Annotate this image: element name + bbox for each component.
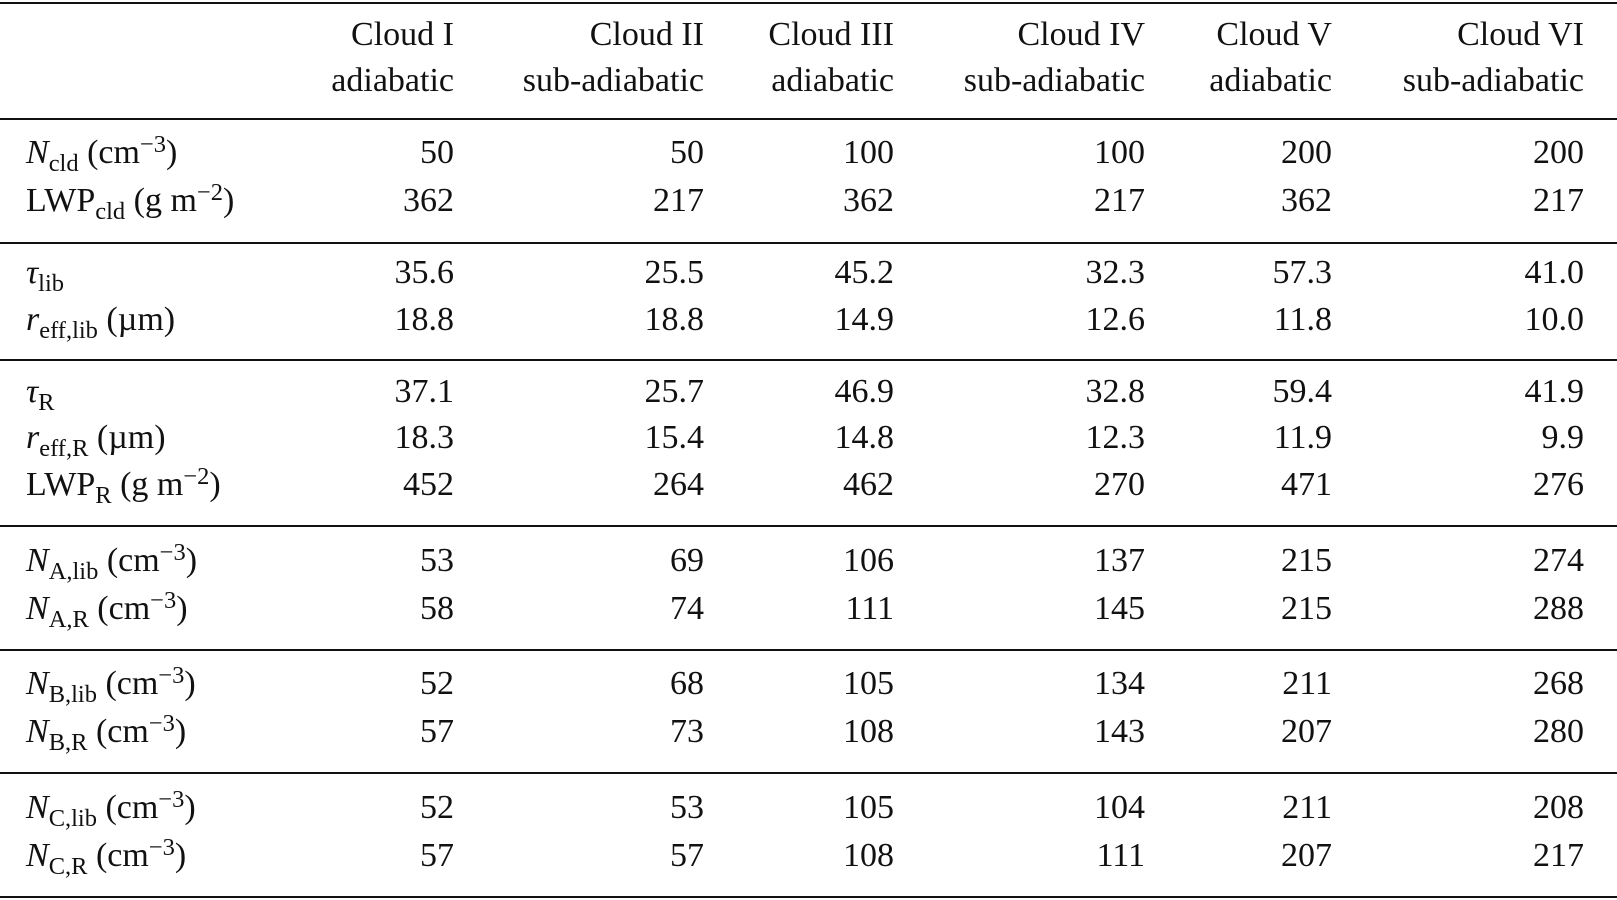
- group-rule: [0, 649, 1617, 651]
- row-label-unit-close: ): [184, 665, 196, 702]
- table-row: [0, 130, 1617, 177]
- row-label-superscript: −3: [158, 785, 185, 813]
- table-cell: 53: [420, 542, 454, 579]
- row-label-symbol: N: [26, 837, 49, 874]
- row-label-unit: (cm: [78, 134, 140, 171]
- table-cell: 362: [403, 182, 454, 219]
- row-label-symbol: τ: [26, 373, 39, 410]
- table-cell: 50: [420, 134, 454, 171]
- row-label-superscript: −3: [148, 833, 175, 861]
- header-cloud-5: [1209, 12, 1332, 104]
- row-label: [26, 253, 65, 297]
- group-rule: [0, 242, 1617, 244]
- table-cell: 208: [1533, 789, 1584, 826]
- row-label-subscript: R: [38, 388, 55, 416]
- top-rule: [0, 2, 1617, 4]
- table-cell: 57: [420, 837, 454, 874]
- table-cell: 10.0: [1524, 301, 1584, 338]
- table-row: [0, 418, 1617, 462]
- header-cloud-1: [331, 12, 454, 104]
- row-label-subscript: B,R: [48, 728, 88, 756]
- row-label: [26, 178, 235, 225]
- table-cell: 25.7: [644, 373, 704, 410]
- row-label-unit-close: ): [222, 182, 235, 219]
- table-cell: 15.4: [644, 419, 704, 456]
- table-cell: 57: [420, 713, 454, 750]
- table-cell: 362: [1281, 182, 1332, 219]
- table-cell: 143: [1094, 713, 1145, 750]
- table-cell: 362: [843, 182, 894, 219]
- table-cell: 105: [843, 665, 894, 702]
- table-cell: 25.5: [644, 254, 704, 291]
- group-rule: [0, 359, 1617, 361]
- table-cell: 145: [1094, 590, 1145, 627]
- row-label-unit-close: ): [185, 542, 198, 579]
- row-label-subscript: lib: [38, 269, 65, 297]
- table-cell: 111: [1096, 837, 1145, 874]
- table-cell: 215: [1281, 542, 1332, 579]
- header-cloud-type: adiabatic: [771, 62, 894, 99]
- table-cell: 74: [670, 590, 704, 627]
- table-cell: 57: [670, 837, 704, 874]
- table-cell: 207: [1281, 837, 1332, 874]
- table-row: [0, 586, 1617, 633]
- row-label-superscript: −3: [159, 538, 186, 566]
- table-cell: 52: [420, 789, 454, 826]
- header-cloud-2: [523, 12, 704, 104]
- row-label: [26, 785, 196, 832]
- table-cell: 217: [1094, 182, 1145, 219]
- table-cell: 104: [1094, 789, 1145, 826]
- table-cell: 200: [1281, 134, 1332, 171]
- row-label-superscript: −2: [183, 462, 210, 490]
- row-label: [26, 661, 196, 708]
- table-cell: 9.9: [1541, 419, 1584, 456]
- row-label-unit-close: ): [176, 590, 188, 627]
- row-label-unit-close: ): [184, 789, 196, 826]
- row-label-unit: (cm: [98, 542, 160, 579]
- row-label: [26, 418, 166, 462]
- table-cell: 59.4: [1272, 373, 1332, 410]
- table-cell: 68: [670, 665, 704, 702]
- row-label-superscript: −3: [148, 709, 175, 737]
- table-cell: 471: [1281, 466, 1332, 503]
- row-label-subscript: B,lib: [48, 680, 97, 708]
- header-cloud-3: [768, 12, 894, 104]
- row-label-subscript: C,R: [48, 852, 88, 880]
- row-label-unit-close: ): [174, 837, 187, 874]
- table-cell: 12.6: [1085, 301, 1145, 338]
- row-label-unit: (g m: [111, 466, 184, 503]
- table-row: [0, 661, 1617, 708]
- row-label-symbol: LWP: [26, 466, 96, 503]
- row-label-unit: (cm: [88, 590, 151, 627]
- row-label-unit: (µm): [88, 419, 166, 456]
- row-label: [26, 300, 176, 344]
- row-label-subscript: cld: [95, 197, 126, 225]
- row-label-unit-close: ): [174, 713, 187, 750]
- table-cell: 100: [1094, 134, 1145, 171]
- header-cloud-4: [964, 12, 1145, 104]
- table-cell: 111: [845, 590, 894, 627]
- row-label-unit: (cm: [96, 665, 159, 702]
- table-cell: 14.8: [834, 419, 894, 456]
- row-label-unit: (g m: [125, 182, 197, 219]
- row-label-subscript: R: [95, 481, 112, 509]
- table-cell: 45.2: [834, 254, 894, 291]
- row-label: [26, 709, 187, 756]
- table-cell: 69: [670, 542, 704, 579]
- row-label-symbol: N: [26, 713, 49, 750]
- header-cloud-type: adiabatic: [1209, 62, 1332, 99]
- table-cell: 12.3: [1085, 419, 1145, 456]
- table-cell: 217: [1533, 182, 1584, 219]
- table-cell: 108: [843, 837, 894, 874]
- table-cell: 58: [420, 590, 454, 627]
- row-label-unit: (cm: [96, 789, 159, 826]
- row-label-symbol: N: [26, 542, 49, 579]
- table-cell: 270: [1094, 466, 1145, 503]
- table-cell: 46.9: [834, 373, 894, 410]
- table-cell: 73: [670, 713, 704, 750]
- table-cell: 35.6: [394, 254, 454, 291]
- row-label-superscript: −3: [139, 130, 166, 158]
- table-cell: 462: [843, 466, 894, 503]
- row-label-unit: (µm): [97, 301, 176, 338]
- row-label-symbol: r: [26, 301, 40, 338]
- row-label-subscript: eff,lib: [39, 316, 98, 344]
- header-cloud-type: sub-adiabatic: [522, 62, 704, 99]
- table-cell: 52: [420, 665, 454, 702]
- table-cell: 276: [1533, 466, 1584, 503]
- table-row: [0, 372, 1617, 416]
- table-cell: 41.9: [1524, 373, 1584, 410]
- table-cell: 41.0: [1524, 254, 1584, 291]
- row-label: [26, 586, 188, 633]
- row-label-superscript: −2: [196, 178, 223, 206]
- table-cell: 50: [670, 134, 704, 171]
- header-cloud-6: [1403, 12, 1584, 104]
- table-row: [0, 253, 1617, 297]
- table-cell: 217: [1533, 837, 1584, 874]
- table-row: [0, 785, 1617, 832]
- table-cell: 14.9: [834, 301, 894, 338]
- row-label-unit-close: ): [209, 466, 221, 503]
- table-cell: 134: [1094, 665, 1145, 702]
- table-cell: 288: [1533, 590, 1584, 627]
- row-label-subscript: A,R: [48, 605, 89, 633]
- table-cell: 18.8: [644, 301, 704, 338]
- table-cell: 452: [403, 466, 454, 503]
- header-cloud-type: sub-adiabatic: [1402, 62, 1584, 99]
- bottom-rule: [0, 896, 1617, 898]
- group-rule: [0, 772, 1617, 774]
- row-label-symbol: N: [26, 789, 49, 826]
- header-cloud-name: Cloud VI: [1457, 16, 1584, 53]
- row-label: [26, 462, 221, 509]
- table-cell: 11.9: [1273, 419, 1332, 456]
- table-cell: 264: [653, 466, 704, 503]
- table-cell: 137: [1094, 542, 1145, 579]
- row-label-symbol: N: [26, 590, 49, 627]
- header-cloud-name: Cloud V: [1216, 16, 1332, 53]
- table-cell: 53: [670, 789, 704, 826]
- table-cell: 211: [1282, 665, 1332, 702]
- table-cell: 268: [1533, 665, 1584, 702]
- table-row: [0, 709, 1617, 756]
- table-cell: 200: [1533, 134, 1584, 171]
- row-label: [26, 372, 55, 416]
- table-cell: 274: [1533, 542, 1584, 579]
- table-cell: 18.8: [394, 301, 454, 338]
- table-row: [0, 538, 1617, 585]
- table-row: [0, 300, 1617, 344]
- row-label-unit: (cm: [87, 837, 149, 874]
- table-cell: 217: [653, 182, 704, 219]
- table-cell: 207: [1281, 713, 1332, 750]
- header-cloud-type: sub-adiabatic: [963, 62, 1145, 99]
- row-label-unit-close: ): [166, 134, 178, 171]
- table-cell: 11.8: [1273, 301, 1332, 338]
- row-label-symbol: r: [26, 419, 40, 456]
- row-label-symbol: LWP: [26, 182, 96, 219]
- table-cell: 106: [843, 542, 894, 579]
- row-label-unit: (cm: [87, 713, 149, 750]
- header-cloud-name: Cloud I: [351, 16, 454, 53]
- row-label-superscript: −3: [150, 586, 177, 614]
- table-cell: 32.8: [1085, 373, 1145, 410]
- row-label-subscript: C,lib: [48, 804, 97, 832]
- table-cell: 108: [843, 713, 894, 750]
- table-cell: 211: [1282, 789, 1332, 826]
- row-label-symbol: N: [26, 665, 49, 702]
- row-label: [26, 833, 187, 880]
- table-cell: 32.3: [1085, 254, 1145, 291]
- header-cloud-type: adiabatic: [331, 62, 454, 99]
- group-rule: [0, 525, 1617, 527]
- table-cell: 37.1: [394, 373, 454, 410]
- header-cloud-name: Cloud IV: [1017, 16, 1145, 53]
- header-cloud-name: Cloud III: [768, 16, 894, 53]
- table-row: [0, 462, 1617, 509]
- table-cell: 215: [1281, 590, 1332, 627]
- row-label-superscript: −3: [158, 661, 185, 689]
- table-cell: 57.3: [1272, 254, 1332, 291]
- table-cell: 18.3: [394, 419, 454, 456]
- row-label: [26, 130, 178, 177]
- header-cloud-name: Cloud II: [589, 16, 704, 53]
- row-label-subscript: eff,R: [39, 434, 89, 462]
- table-row: [0, 178, 1617, 225]
- row-label-symbol: N: [26, 134, 49, 171]
- table-cell: 280: [1533, 713, 1584, 750]
- table-cell: 100: [843, 134, 894, 171]
- row-label-symbol: τ: [26, 254, 39, 291]
- header-rule: [0, 118, 1617, 120]
- row-label-subscript: cld: [48, 149, 79, 177]
- table-row: [0, 833, 1617, 880]
- row-label: [26, 538, 198, 585]
- table-cell: 105: [843, 789, 894, 826]
- row-label-subscript: A,lib: [48, 557, 99, 585]
